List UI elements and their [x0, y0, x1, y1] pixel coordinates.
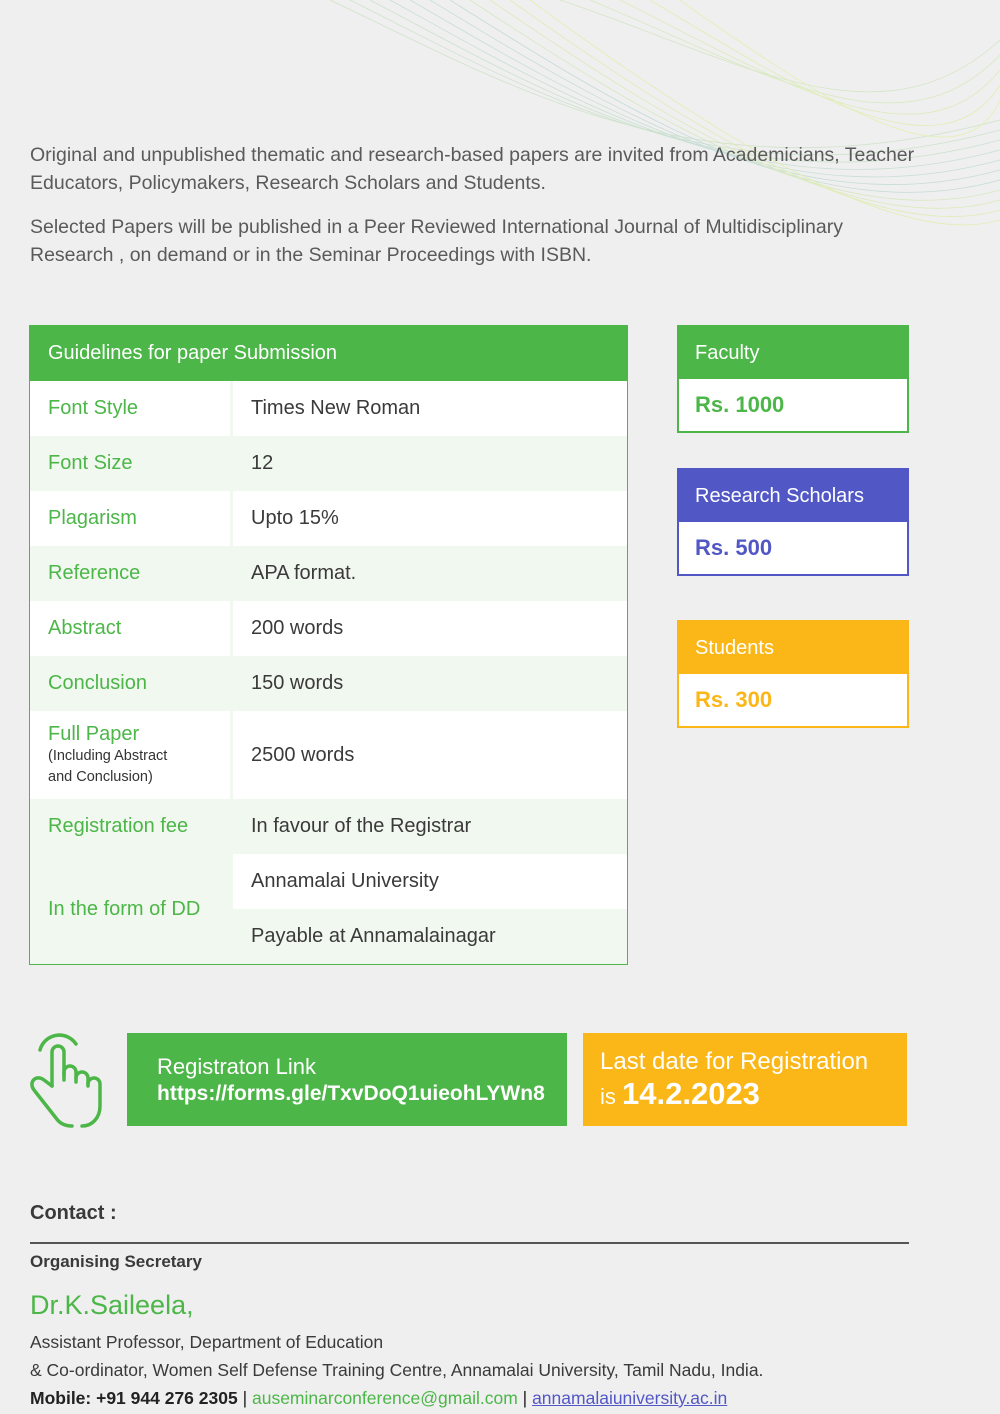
last-date-label: Last date for Registration: [600, 1048, 869, 1075]
guidelines-table: [29, 325, 628, 965]
contact-mobile: Mobile: +91 944 276 2305: [30, 1388, 238, 1408]
table-row-dd: [30, 854, 627, 964]
fee-card-research-scholars: [677, 468, 909, 576]
row-key: Font Size: [30, 436, 230, 491]
row-value: 150 words: [233, 656, 627, 711]
fee-label: Students: [679, 622, 907, 674]
row-value: 12: [233, 436, 627, 491]
contact-title: Contact :: [30, 1202, 117, 1224]
contact-role: Organising Secretary: [30, 1252, 202, 1271]
registration-link-box[interactable]: [127, 1033, 567, 1126]
row-key: Font Style: [30, 381, 230, 436]
row-key: Registration fee: [30, 799, 230, 854]
fee-label: Faculty: [679, 327, 907, 379]
divider: [30, 1242, 909, 1244]
last-date-line: [600, 1077, 907, 1114]
row-key-note-1: (Including Abstract: [48, 747, 168, 764]
table-row: [30, 436, 627, 491]
contact-line: [30, 1388, 727, 1409]
contact-email-link[interactable]: auseminarconference@gmail.com: [251, 1388, 518, 1408]
row-value: 2500 words: [233, 711, 627, 799]
contact-name: Dr.K.Saileela,: [30, 1290, 194, 1320]
row-key-note-2: and Conclusion): [48, 768, 153, 785]
table-row: [30, 381, 627, 436]
last-date-box: [583, 1033, 907, 1126]
table-row: [30, 601, 627, 656]
row-value: 200 words: [233, 601, 627, 656]
registration-link-url[interactable]: https://forms.gle/TxvDoQ1uieohLYWn8: [157, 1082, 545, 1105]
contact-designation-2: & Co-ordinator, Women Self Defense Training Centre, Annamalai University, Tamil Nadu, India.: [30, 1360, 764, 1380]
separator: |: [237, 1388, 252, 1408]
table-row: [30, 711, 627, 799]
separator: |: [517, 1388, 533, 1408]
fee-amount: Rs. 300: [695, 687, 773, 712]
fee-card-students: [677, 620, 909, 728]
row-value: Payable at Annamalainagar: [233, 909, 627, 964]
table-row: [30, 656, 627, 711]
registration-link-label: Registraton Link: [157, 1054, 316, 1079]
pointing-hand-icon: [26, 1028, 106, 1132]
row-value: Times New Roman: [233, 381, 627, 436]
row-value: APA format.: [233, 546, 627, 601]
fee-card-faculty: [677, 325, 909, 433]
row-key: Abstract: [30, 601, 230, 656]
row-values: [233, 854, 627, 964]
row-key: Plagarism: [30, 491, 230, 546]
row-value: Upto 15%: [233, 491, 627, 546]
fee-amount: Rs. 1000: [695, 392, 785, 417]
last-date-is: is: [600, 1084, 616, 1109]
row-key: Reference: [30, 546, 230, 601]
last-date-value: 14.2.2023: [622, 1076, 760, 1111]
guidelines-title: Guidelines for paper Submission: [30, 326, 627, 381]
intro-paragraph-1: Original and unpublished thematic and research-based papers are invited from Academicians, Teacher Educators, Policymakers, Research Scholars and Students.: [30, 144, 915, 194]
row-key-label: Full Paper: [48, 722, 140, 745]
row-value: In favour of the Registrar: [233, 799, 627, 854]
contact-designation-1: Assistant Professor, Department of Education: [30, 1332, 384, 1352]
row-key: Conclusion: [30, 656, 230, 711]
fee-amount: Rs. 500: [695, 535, 773, 560]
intro-paragraph-2: Selected Papers will be published in a Peer Reviewed International Journal of Multidisciplinary Research , on demand or in the Seminar Proceedings with ISBN.: [30, 216, 843, 266]
row-value: Annamalai University: [233, 854, 627, 909]
contact-website-link[interactable]: annamalaiuniversity.ac.in: [532, 1388, 728, 1408]
row-key: In the form of DD: [30, 854, 230, 964]
row-key: [30, 711, 230, 799]
table-row: [30, 546, 627, 601]
table-row: [30, 491, 627, 546]
intro-text: [30, 141, 930, 285]
fee-label: Research Scholars: [679, 470, 907, 522]
table-row: [30, 799, 627, 854]
